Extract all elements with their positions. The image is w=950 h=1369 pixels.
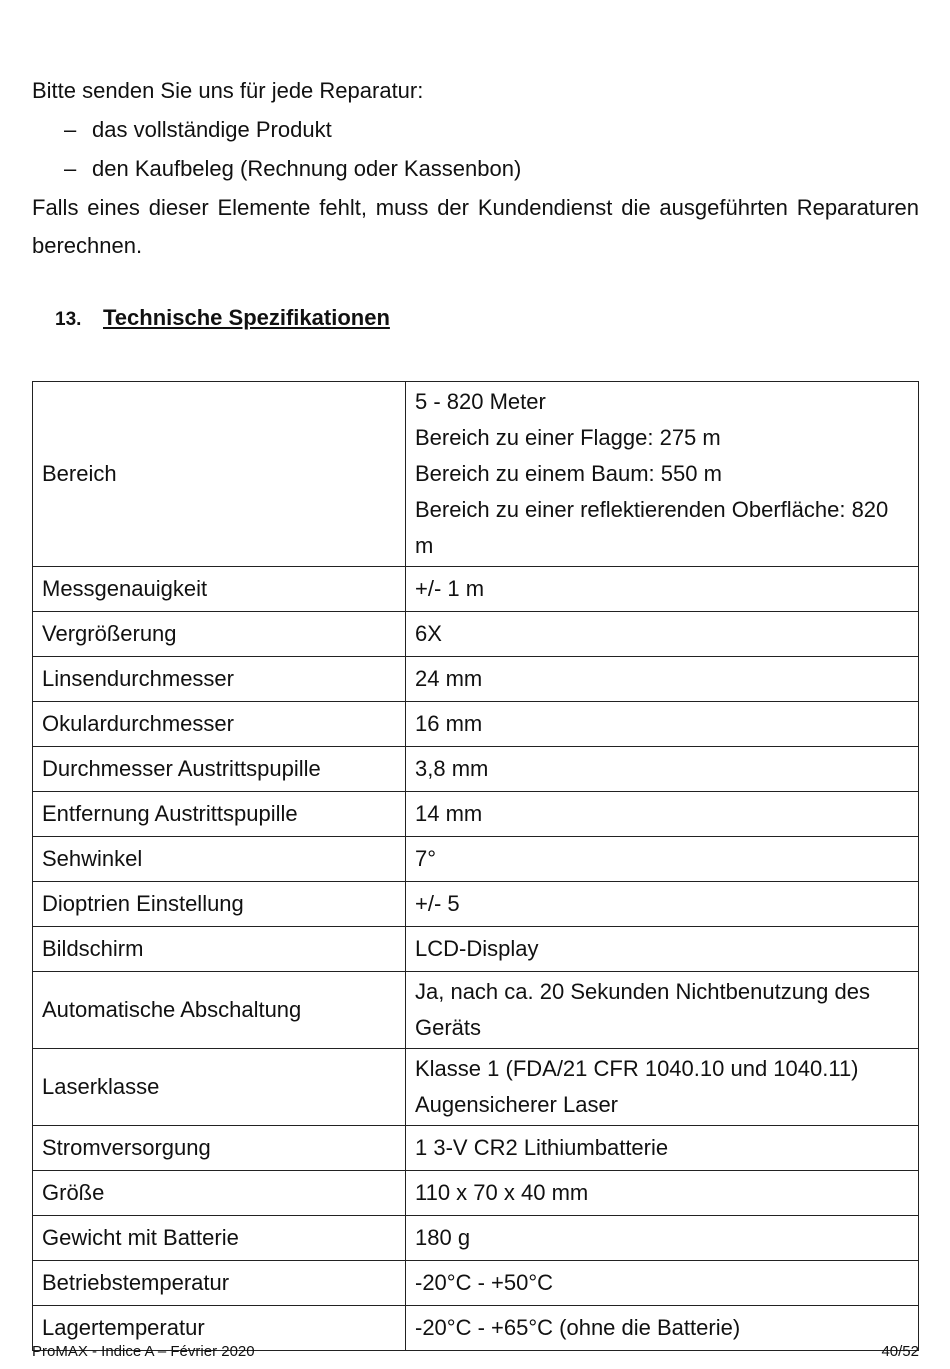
spec-value-line: Klasse 1 (FDA/21 CFR 1040.10 und 1040.11) [415, 1056, 859, 1081]
spec-value-line: +/- 1 m [415, 576, 485, 601]
specifications-table [32, 381, 919, 1351]
spec-row [33, 1216, 919, 1261]
spec-value-line: 14 mm [415, 801, 483, 826]
spec-label: Gewicht mit Batterie [33, 1216, 406, 1261]
spec-row [33, 1126, 919, 1171]
spec-value-line: -20°C - +50°C [415, 1270, 554, 1295]
spec-label: Entfernung Austrittspupille [33, 792, 406, 837]
spec-value-line: 7° [415, 846, 437, 871]
spec-value [406, 567, 919, 612]
spec-row [33, 1049, 919, 1126]
spec-label: Durchmesser Austrittspupille [33, 747, 406, 792]
spec-value [406, 1171, 919, 1216]
spec-value-line: 180 g [415, 1225, 471, 1250]
intro-text: Bitte senden Sie uns für jede Reparatur: [32, 78, 424, 103]
spec-value-line: 110 x 70 x 40 mm [415, 1180, 589, 1205]
spec-value [406, 1126, 919, 1171]
repair-notice-paragraph: Falls eines dieser Elemente fehlt, muss der Kundendienst die ausgeführten Reparaturen berechnen. [32, 195, 919, 258]
spec-value [406, 657, 919, 702]
bullet-text: den Kaufbeleg (Rechnung oder Kassenbon) [92, 156, 522, 181]
spec-row [33, 702, 919, 747]
spec-row [33, 1171, 919, 1216]
spec-value-line: Augensicherer Laser [415, 1092, 619, 1117]
spec-value-line: Ja, nach ca. 20 Sekunden Nichtbenutzung des Geräts [415, 979, 870, 1040]
spec-row [33, 882, 919, 927]
spec-label: Automatische Abschaltung [33, 972, 406, 1049]
spec-row [33, 927, 919, 972]
spec-value-line: 3,8 mm [415, 756, 489, 781]
spec-value [406, 1216, 919, 1261]
spec-label: Größe [33, 1171, 406, 1216]
spec-value-line: Bereich zu einem Baum: 550 m [415, 461, 722, 486]
spec-row [33, 747, 919, 792]
spec-row [33, 837, 919, 882]
bullet-item [64, 111, 332, 149]
spec-row [33, 382, 919, 567]
spec-value-line: Bereich zu einer Flagge: 275 m [415, 425, 721, 450]
spec-label: Stromversorgung [33, 1126, 406, 1171]
spec-value [406, 1261, 919, 1306]
spec-value [406, 792, 919, 837]
spec-value-line: +/- 5 [415, 891, 460, 916]
spec-value [406, 382, 919, 567]
spec-label: Bereich [33, 382, 406, 567]
spec-label: Betriebstemperatur [33, 1261, 406, 1306]
spec-value [406, 882, 919, 927]
footer-page-number: 40/52 [881, 1343, 919, 1360]
spec-value [406, 927, 919, 972]
spec-value [406, 972, 919, 1049]
spec-label: Sehwinkel [33, 837, 406, 882]
spec-value-line: -20°C - +65°C (ohne die Batterie) [415, 1315, 741, 1340]
spec-row [33, 657, 919, 702]
bullet-marker: – [64, 156, 77, 181]
bullet-text: das vollständige Produkt [92, 117, 332, 142]
spec-label: Linsendurchmesser [33, 657, 406, 702]
specifications-table-body [33, 382, 919, 1351]
spec-label: Laserklasse [33, 1049, 406, 1126]
section-number: 13. [55, 309, 82, 330]
spec-label: Messgenauigkeit [33, 567, 406, 612]
spec-value [406, 1049, 919, 1126]
spec-value-line: 5 - 820 Meter [415, 389, 546, 414]
spec-row [33, 792, 919, 837]
spec-value-line: LCD-Display [415, 936, 539, 961]
spec-value-line: Bereich zu einer reflektierenden Oberfläche: 820 m [415, 497, 889, 558]
spec-value [406, 747, 919, 792]
spec-label: Vergrößerung [33, 612, 406, 657]
spec-row [33, 567, 919, 612]
spec-value [406, 1306, 919, 1351]
spec-label: Lagertemperatur [33, 1306, 406, 1351]
spec-row [33, 1261, 919, 1306]
bullet-marker: – [64, 117, 77, 142]
spec-value-line: 24 mm [415, 666, 483, 691]
spec-label: Okulardurchmesser [33, 702, 406, 747]
spec-value [406, 837, 919, 882]
spec-label: Bildschirm [33, 927, 406, 972]
section-title: Technische Spezifikationen [103, 305, 390, 330]
bullet-item [64, 150, 521, 188]
spec-value-line: 1 3-V CR2 Lithiumbatterie [415, 1135, 669, 1160]
spec-row [33, 972, 919, 1049]
spec-value [406, 702, 919, 747]
spec-value-line: 6X [415, 621, 442, 646]
footer-document-id: ProMAX - Indice A – Février 2020 [32, 1343, 255, 1360]
spec-row [33, 612, 919, 657]
spec-label: Dioptrien Einstellung [33, 882, 406, 927]
spec-value-line: 16 mm [415, 711, 483, 736]
section-heading [55, 305, 390, 331]
spec-value [406, 612, 919, 657]
